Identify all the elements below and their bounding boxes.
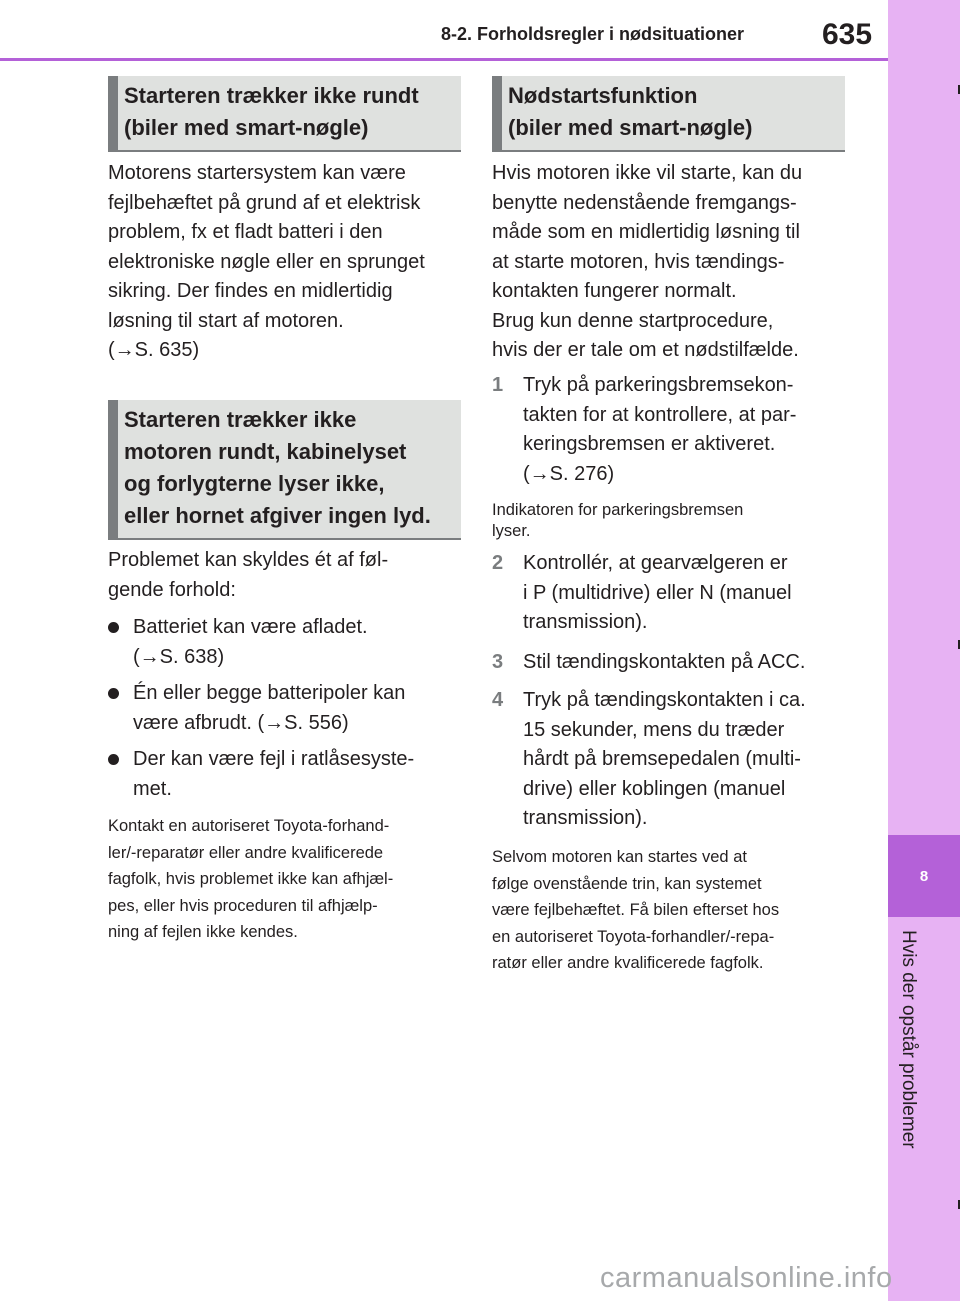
text-line: måde som en midlertidig løsning til <box>492 221 800 243</box>
text-line: gende forhold: <box>108 578 236 601</box>
text-line: elektroniske nøgle eller en sprunget <box>108 250 425 273</box>
note-line: ler/-reparatør eller andre kvalificerede <box>108 843 384 862</box>
section-heading-starter <box>108 76 461 152</box>
step-number: 3 <box>492 651 504 673</box>
section-heading-no-crank <box>108 400 461 540</box>
step-3 <box>492 648 852 678</box>
step-number: 4 <box>492 689 504 711</box>
page-reference-link[interactable]: (→S. 635) <box>108 339 200 361</box>
text-line: fejlbehæftet på grund af et elektrisk <box>108 191 421 214</box>
bullet-text: met. <box>133 778 172 800</box>
step-4 <box>492 686 852 836</box>
step-line: transmission). <box>523 611 648 633</box>
list-item <box>108 612 468 674</box>
step-line: keringsbremsen er aktiveret. <box>523 433 776 455</box>
heading-line: motoren rundt, kabinelyset <box>124 439 407 464</box>
starter-description <box>108 159 468 366</box>
chapter-tab[interactable] <box>888 835 960 917</box>
heading-line: Nødstartsfunktion <box>508 83 698 108</box>
text-line: Hvis motoren ikke vil starte, kan du <box>492 162 803 184</box>
text-line: at starte motoren, hvis tændings- <box>492 250 785 273</box>
note-line: Selvom motoren kan startes ved at <box>492 848 747 866</box>
cause-intro <box>108 546 468 605</box>
text-line: løsning til start af motoren. <box>108 309 344 332</box>
list-item <box>108 678 468 740</box>
note-line: en autoriseret Toyota-forhandler/-repa- <box>492 927 775 946</box>
step-line: Kontrollér, at gearvælgeren er <box>523 552 788 574</box>
note-line: være fejlbehæftet. Få bilen efterset hos <box>492 901 780 919</box>
bullet-text: Der kan være fejl i ratlåsesyste- <box>133 748 415 770</box>
bullet-text: Batteriet kan være afladet. <box>133 616 368 638</box>
step-1 <box>492 371 852 491</box>
heading-line: og forlygterne lyser ikke, <box>124 471 385 496</box>
step-line: i P (multidrive) eller N (manuel <box>523 581 792 604</box>
page-number: 635 <box>822 18 873 51</box>
step-1-note <box>492 500 852 542</box>
text-line: hvis der er tale om et nødstilfælde. <box>492 339 799 361</box>
bullet-text: Én eller begge batteripoler kan <box>133 682 406 704</box>
list-item <box>108 744 468 806</box>
step-line: Stil tændingskontakten på ACC. <box>523 651 806 673</box>
bullet-icon <box>108 754 119 765</box>
page-reference-link[interactable]: være afbrudt. (→S. 556) <box>133 712 349 734</box>
heading-line: Starteren trækker ikke <box>124 407 357 432</box>
closing-note <box>492 844 852 977</box>
note-line: fagfolk, hvis problemet ikke kan afhjæl- <box>108 870 394 888</box>
step-line: hårdt på bremsepedalen (multi- <box>523 748 801 770</box>
text-line: Problemet kan skyldes ét af føl- <box>108 549 389 571</box>
note-line: pes, eller hvis proceduren til afhjælp- <box>108 896 378 915</box>
contact-note <box>108 813 468 946</box>
emergency-intro <box>492 159 852 366</box>
header-rule <box>0 58 888 61</box>
note-line: ning af fejlen ikke kendes. <box>108 923 298 941</box>
heading-line: (biler med smart-nøgle) <box>124 115 369 140</box>
section-header: 8-2. Forholdsregler i nødsituationer <box>441 24 745 44</box>
text-line: problem, fx et fladt batteri i den <box>108 221 383 243</box>
note-line: Kontakt en autoriseret Toyota-forhand- <box>108 817 390 835</box>
text-line: Motorens startersystem kan være <box>108 162 406 184</box>
bullet-icon <box>108 622 119 633</box>
step-line: Tryk på tændingskontakten i ca. <box>523 689 806 711</box>
step-line: Tryk på parkeringsbremsekon- <box>523 374 794 396</box>
note-line: følge ovenstående trin, kan systemet <box>492 874 762 893</box>
heading-line: Starteren trækker ikke rundt <box>124 83 419 108</box>
text-line: kontakten fungerer normalt. <box>492 280 737 302</box>
note-line: ratør eller andre kvalificerede fagfolk. <box>492 954 764 972</box>
step-line: drive) eller koblingen (manuel <box>523 777 786 800</box>
note-line: lyser. <box>492 522 531 540</box>
note-line: Indikatoren for parkeringsbremsen <box>492 501 744 519</box>
step-line: takten for at kontrollere, at par- <box>523 403 797 426</box>
step-number: 1 <box>492 374 504 396</box>
page-reference-link[interactable]: (→S. 638) <box>133 646 225 668</box>
step-line: transmission). <box>523 807 648 829</box>
heading-line: (biler med smart-nøgle) <box>508 115 753 140</box>
page-reference-link[interactable]: (→S. 276) <box>523 462 615 485</box>
chapter-number: 8 <box>919 867 929 885</box>
watermark: carmanualsonline.info <box>600 1262 893 1294</box>
step-line: 15 sekunder, mens du træder <box>523 718 785 741</box>
step-number: 2 <box>492 552 504 574</box>
text-line: benytte nedenstående fremgangs- <box>492 191 797 214</box>
text-line: Brug kun denne startprocedure, <box>492 309 774 332</box>
bullet-icon <box>108 688 119 699</box>
step-2 <box>492 549 852 639</box>
text-line: sikring. Der findes en midlertidig <box>108 280 393 302</box>
chapter-title: Hvis der opstår problemer <box>898 930 919 1149</box>
section-heading-emergency-start <box>492 76 845 152</box>
heading-line: eller hornet afgiver ingen lyd. <box>124 503 431 528</box>
